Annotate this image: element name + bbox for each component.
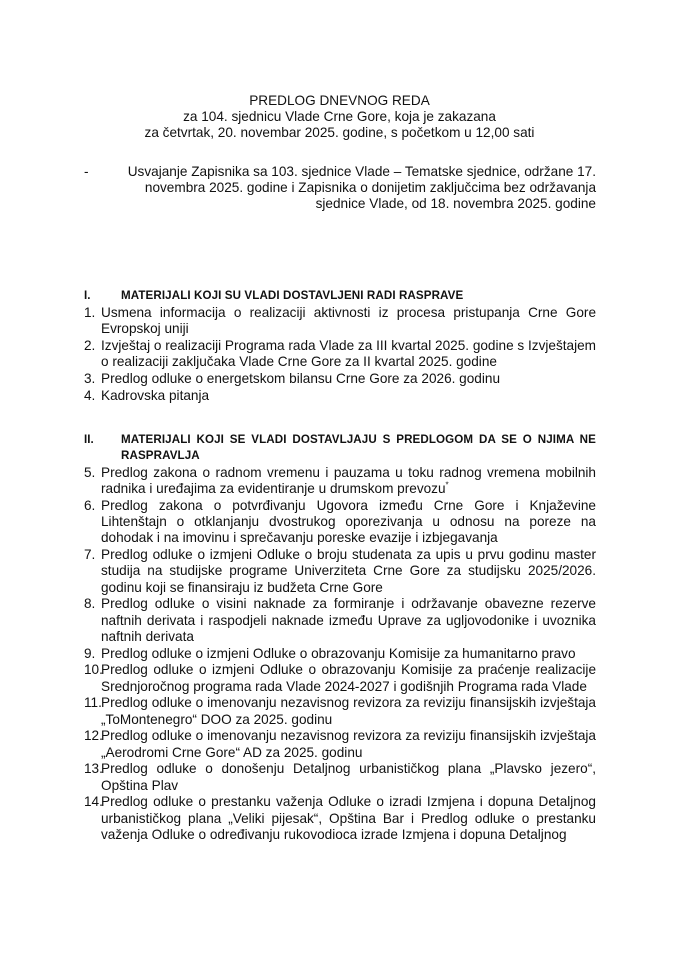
item-number: 9. [84, 645, 96, 661]
item-number: 7. [84, 547, 96, 563]
item-text [101, 338, 596, 370]
item-text [101, 761, 596, 793]
item-number: 11. [84, 695, 102, 711]
item-text [101, 646, 596, 662]
item-text-content: Kadrovska pitanja [101, 387, 210, 403]
date-line: za četvrtak, 20. novembar 2025. godine, s početkom u 12,00 sati [144, 125, 535, 140]
section-title: MATERIJALI KOJI SE VLADI DOSTAVLJAJU S PREDLOGOM DA SE O NJIMA NE RASPRAVLJA [121, 433, 596, 462]
intro-text: Usvajanje Zapisnika sa 103. sjednice Vlade – Tematske sjednice, održane 17. novembra 2025. godine i Zapisnika o donijetim zaključcima bez održavanja sjednice Vlade, od 18. novembra 2025. godine [127, 164, 596, 211]
section-numeral: II. [84, 433, 94, 446]
item-number: 8. [84, 596, 96, 612]
item-text [101, 728, 596, 760]
document-title: PREDLOG DNEVNOG REDA [249, 93, 430, 108]
item-text [101, 662, 596, 694]
item-number: 1. [84, 305, 96, 320]
agenda-item [84, 338, 596, 370]
item-number: 13. [84, 761, 103, 777]
item-text-content: Predlog odluke o izmjeni Odluke o obrazovanju Komisije za humanitarno pravo [101, 645, 576, 661]
agenda-item [84, 465, 596, 497]
item-text [101, 794, 596, 843]
item-number: 5. [84, 465, 96, 480]
agenda-item [84, 498, 596, 547]
section-title: MATERIJALI KOJI SU VLADI DOSTAVLJENI RADI RASPRAVE [121, 289, 464, 302]
footnote-mark: * [445, 480, 449, 490]
item-text [101, 305, 596, 337]
agenda-item [84, 761, 596, 793]
agenda-item [84, 794, 596, 843]
item-text-content: Predlog zakona o radnom vremenu i pauzama u toku radnog vremena mobilnih radnika i uređajima za evidentiranje u drumskom prevozu [101, 465, 596, 497]
item-text [101, 498, 596, 547]
item-text [101, 695, 596, 727]
item-number: 14. [84, 794, 103, 810]
item-text-content: Predlog odluke o energetskom bilansu Crne Gore za 2026. godinu [101, 371, 501, 386]
item-text [101, 547, 596, 596]
item-text [101, 388, 596, 404]
section-heading [84, 288, 596, 304]
item-number: 2. [84, 338, 96, 353]
item-number: 12. [84, 728, 103, 744]
agenda-item [84, 646, 596, 662]
item-text-content: Predlog odluke o imenovanju nezavisnog revizora za reviziju finansijskih izvještaja „ToMontenegro“ DOO za 2025. godinu [101, 695, 596, 727]
agenda-item [84, 371, 596, 387]
agenda-item [84, 728, 596, 760]
item-text-content: Predlog odluke o donošenju Detaljnog urbanističkog plana „Plavsko jezero“, Opština Plav [101, 761, 596, 793]
document-header [0, 93, 679, 141]
item-text [101, 596, 596, 645]
item-text-content: Predlog odluke o visini naknade za formiranje i održavanje obavezne rezerve naftnih derivata i raspodjeli naknade između Uprave za ugljovodonike i uvoznika naftnih derivata [101, 596, 596, 644]
agenda-item [84, 547, 596, 596]
item-number: 10. [84, 662, 103, 678]
section-2 [84, 432, 596, 844]
session-line: za 104. sjednicu Vlade Crne Gore, koja je zakazana [183, 109, 496, 124]
item-text-content: Usmena informacija o realizaciji aktivnosti iz procesa pristupanja Crne Gore Evropskoj uniji [101, 305, 596, 337]
agenda-item [84, 388, 596, 404]
agenda-item [84, 662, 596, 694]
item-number: 4. [84, 387, 96, 403]
section-1 [84, 288, 596, 405]
section-heading [84, 432, 596, 464]
item-text-content: Predlog zakona o potvrđivanju Ugovora između Crne Gore i Knjaževine Lihtenštajn o otklanjanju dvostrukog oporezivanja u odnosu na poreze na dohodak i na imovinu i sprečavanju poreske evazije i izbjegavanja [101, 498, 596, 546]
item-text-content: Predlog odluke o prestanku važenja Odluke o izradi Izmjena i dopuna Detaljnog urbanističkog plana „Veliki pijesak“, Opština Bar i Predlog odluke o prestanku važenja Odluke o određivanju rukovodioca izrade Izmjena i dopuna Detaljnog [101, 794, 596, 842]
item-text-content: Predlog odluke o imenovanju nezavisnog revizora za reviziju finansijskih izvještaja „Aerodromi Crne Gore“ AD za 2025. godinu [101, 728, 596, 760]
item-number: 6. [84, 498, 96, 513]
intro-item [84, 164, 596, 212]
agenda-item [84, 596, 596, 645]
item-text-content: Predlog odluke o izmjeni Odluke o broju studenata za upis u prvu godinu master studija na studijske programe Univerziteta Crne Gore za studijsku 2025/2026. godinu koji se finansiraju iz budžeta Crne Gore [101, 547, 596, 595]
item-text [101, 465, 596, 497]
agenda-item [84, 305, 596, 337]
section-numeral: I. [84, 289, 91, 302]
item-number: 3. [84, 371, 96, 386]
item-text-content: Predlog odluke o izmjeni Odluke o obrazovanju Komisije za praćenje realizacije Srednjoročnog programa rada Vlade 2024-2027 i godišnjih Programa rada Vlade [101, 662, 596, 694]
item-text-content: Izvještaj o realizaciji Programa rada Vlade za III kvartal 2025. godine s Izvještajem o realizaciji zaključaka Vlade Crne Gore za II kvartal 2025. godine [101, 338, 596, 370]
item-text [101, 371, 596, 387]
agenda-item [84, 695, 596, 727]
dash-bullet: - [84, 164, 89, 179]
